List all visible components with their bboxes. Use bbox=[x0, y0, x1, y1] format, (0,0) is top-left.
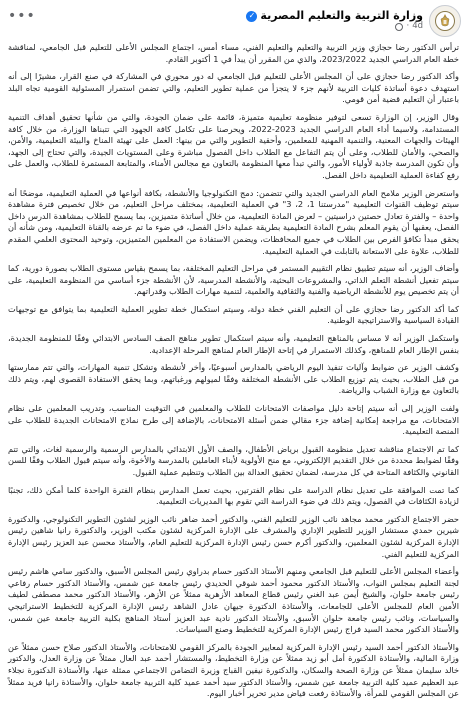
post-body bbox=[0, 38, 467, 700]
post-paragraph: كما تم الاجتماع مناقشة تعديل منظومة القبول برياض الأطفال، والصف الأول الابتدائي بالمدارس الرسمية والرسمية لغات، والتي تتم وفقًا لضوابط محددة من خلال التقديم الإلكتروني، مع منح الأولوية لأبناء العاملين بالمدرسة والأخوة، وأنه سيتم قبول الطلاب وفقًا للسن القانوني والكثافة المتاحة في كل مدرسة، لضمان تحقيق العدالة بين الطلاب وتنظيم عملية القبول. bbox=[8, 443, 459, 477]
post-header bbox=[0, 0, 467, 38]
ministry-logo-icon bbox=[434, 10, 456, 32]
more-options-icon[interactable]: ••• bbox=[8, 8, 36, 24]
page-name-row bbox=[246, 10, 423, 23]
post-paragraph: وأضاف الوزير، أنه سيتم تطبيق نظام التقييم المستمر في مراحل التعليم المختلفة، بما يسمح بقياس مستوى الطلاب بصورة دورية، كما سيتم تفعيل أنشطة التعلم الذاتي، والمشروعات البحثية، والأنشطة المدرسية، لأن الأنشطة جزء أساسي من المنظومة التعليمية، على أن يتم تخصيص يوم للأنشطة الرياضية والفنية والثقافية والعلمية، لتنمية مهارات الطلاب وقدراتهم. bbox=[8, 263, 459, 297]
post-paragraph: ولفت الوزير إلى أنه سيتم إتاحة دليل مواصفات الامتحانات للطلاب والمعلمين في التوقيت المناسب، وتدريب المعلمين على نظام الامتحانات، مع مراجعة إمكانية إضافة جزء مقالي ضمن أسئلة الامتحانات، بالإضافة إلى طرح نماذج الامتحانات الجديدة للطلاب على المنصة التعليمية. bbox=[8, 403, 459, 437]
dot-separator: · bbox=[406, 21, 410, 32]
post-paragraph: وقال الوزير، إن الوزارة تسعى لتوفير منظومة تعليمية متميزة، قائمة على ضمان الجودة، والتي من شأنها تحقيق أهداف التنمية المستدامة، ولاسيما أداء العام الدراسي الجديد 2023-2022، ويحرصنا على تكامل كافة الجهود التي تتبناها الوزارة، من خلال كافة الهيئات والجهات المعنية، والتنمية المهنية للمعلمين، وأحقية التطوير والتي من بينها: العمل على تهيئة المناخ والبيئة التعليمية، والأمن، والصحي، والأمان للطلاب، وعلى أن يتم التفاعل مع الطلاب داخل الفصول مباشرة وعلى المستويات الجيدة، والتي تحتاج إلى الجهد، وأن تكون المدرسة جاذبة لأولياء الأمور، والتي تبدأ معها المنظومة بالتعاون مع مجالس الأمناء، والمتابعة المستمرة للطلاب، والعمل على رفع كفاءة العملية التعليمية داخل الفصل. bbox=[8, 111, 459, 180]
post-paragraph: كما أكد الدكتور رضا حجازي على أن التعليم الفني خطة دولة، وسيتم استكمال خطة تطوير العملية التعليمية بما يتوافق مع توجيهات القيادة السياسية والاستراتيجية الوطنية. bbox=[8, 303, 459, 326]
post-paragraph: وأكد الدكتور رضا حجازي على أن المجلس الأعلى للتعليم قبل الجامعي له دور محوري في المشاركة في صنع القرار، مشيرًا إلى أنه استهدف دعوة أساتذة كليات التربية لأنهم جزء لا يتجزأ من عملية تطوير التعليم، والتي تضمن استمرار المسئولية القومية تجاه البلد باعتبار أن التعليم قضية أمن قومي. bbox=[8, 71, 459, 105]
globe-icon bbox=[395, 23, 403, 31]
post-paragraph: كما تمت الموافقة على تعديل نظام الدراسة على نظام الفترتين، بحيث تعمل المدارس بنظام الفترة الواحدة كلما أمكن ذلك، تجنبًا لزيادة الكثافات في الفصول، ويتم ذلك في ضوء الدراسة التي تقوم بها المديريات التعليمية. bbox=[8, 484, 459, 507]
post-paragraph: وكشف الوزير عن ضوابط وآليات تنفيذ اليوم الرياضي بالمدارس أسبوعيًا، وأخر لأنشطة وتشكل تنمية المهارات، والتي تتم ممارستها من قبل الطلاب، بحيث يتم توزيع الطلاب على الأنشطة المختلفة وفقًا لميولهم ورغباتهم، وبما يحقق الاستفادة القصوى لهم، ويتم ذلك بالتعاون مع وزارة الشباب والرياضة. bbox=[8, 362, 459, 396]
page-name[interactable]: وزارة التربية والتعليم المصرية bbox=[260, 8, 423, 22]
post-paragraph: وأعضاء المجلس الأعلى للتعليم قبل الجامعي ومنهم الأستاذ الدكتور حسام بدراوي رئيس المجلس الأسبق، والدكتور سامي هاشم رئيس لجنة التعليم بمجلس النواب، والأستاذ الدكتور محمود أحمد شوقي الحديدي رئيس جامعة عين شمس، والأستاذ الدكتور حسام رفاعي رئيس جامعة حلوان، والشيخ أيمن عبد الغني رئيس قطاع المعاهد الأزهرية ممثلاً عن الأزهر، والأستاذ الدكتور محمد مصطفى لطيف الأمين العام للمجلس الأعلى للجامعات، والأستاذة الدكتورة جيهان عادل الشاهد رئيس الإدارة المركزية للتخطيط الاستراتيجي والسياسات، ونائب رئيس جامعة حلوان الأسبق، والأستاذ الدكتور نادية عبد العزيز أستاذ المناهج بكلية التربية جامعة عين شمس، والأستاذ الدكتور محمد السيد فراج رئيس الإدارة المركزية للتخطيط وصنع السياسات. bbox=[8, 566, 459, 635]
post-time-row bbox=[246, 22, 423, 32]
post-paragraph: والأستاذ الدكتور أحمد السيد رئيس الإدارة المركزية لمعايير الجودة بالمركز القومي للامتحانات، والأستاذ الدكتور صلاح حسن ممثلاً عن وزارة المالية، والأستاذة الدكتورة أمل أبو زيد ممثلاً عن وزارة التخطيط، والمستشار أحمد عبد العال ممثلاً عن وزارة العدل، والدكتور خالد سليمان ممثلاً عن وزارة الصحة والسكان، والدكتورة نيفين القباج وزيرة التضامن الاجتماعي ممثلة عنها، والأستاذة الدكتورة نجلاء عبد العظيم عميد كلية التربية جامعة عين شمس، والأستاذ الدكتور سيد أحمد عميد كلية التربية جامعة حلوان، والأستاذة رانيا فريد ممثلاً عن المجلس القومي للمرأة، والأستاذة رفعت فياض مدير تحرير أخبار اليوم. bbox=[8, 641, 459, 699]
post-paragraph: واستكمل الوزير أنه لا مساس بالمناهج التعليمية، وأنه سيتم استكمال تطوير مناهج الصف السادس الابتدائي وفقًا للمنظومة الجديدة، بنفس الإطار العام للمناهج، وكذلك الاستمرار في إتاحة الإطار العام لمناهج المرحلة الإعدادية. bbox=[8, 333, 459, 355]
post-time[interactable]: 4d bbox=[412, 21, 423, 32]
page-avatar[interactable] bbox=[429, 5, 461, 37]
post-paragraph: واستعرض الوزير ملامح العام الدراسي الجديد والتي تتضمن: دمج التكنولوجيا والأنشطة، بكافة أنواعها في العملية التعليمية، موضحًا أنه سيتم توظيف القنوات التعليمية "مدرستنا 1، 2، 3" في العملية التعليمية، بمختلف مراحل التعليم، من خلال تخصيص فترة مشاهدة واحدة – والفترة تعادل حصتين دراسيتين – لعرض المادة التعليمية، من خلال أساتذة متميزين، بما يسمح للطلاب بمشاهدة الدرس داخل الفصل، يعقبها أن يقوم المعلم بشرح المادة التعليمية بطريقة عملية داخل الفصل، في ضوء ما تم عرضه بالقناة التعليمية، ومن شأنه أن يحقق مبدأ تكافؤ الفرص بين الطلاب في جميع المحافظات، ويضمن الاستفادة من المعلمين المتميزين، وتوحيد المحتوى العلمي المقدم للطلاب، علاوة على الاستعانة بالتابلت في العملية التعليمية. bbox=[8, 187, 460, 256]
verified-badge-icon: ✓ bbox=[246, 11, 257, 22]
post-paragraph: ترأس الدكتور رضا حجازي وزير التربية والتعليم والتعليم الفني، مساء أمس، اجتماع المجلس الأعلى للتعليم قبل الجامعي، لمناقشة خطة العام الدراسي الجديد 2023/2022، والذي من المقرر أن يبدأ في 1 أكتوبر القادم. bbox=[8, 42, 459, 64]
post-meta bbox=[246, 10, 423, 32]
post-paragraph: حضر الاجتماع الدكتور محمد مجاهد نائب الوزير للتعليم الفني، والدكتور أحمد ضاهر نائب الوزير لشئون التطوير التكنولوجي، والدكتورة شيرين حمدي مستشار الوزير للتطوير الإداري والمشرف على الإدارة المركزية لشئون مكتب الوزير، والدكتورة رانيا شاهين رئيس الإدارة المركزية لشئون المعلمين، والدكتور أكرم حسن رئيس الإدارة المركزية للتعليم العام، والأستاذ محسن عبد العزيز رئيس الإدارة المركزية للتعليم الفني. bbox=[8, 513, 459, 559]
